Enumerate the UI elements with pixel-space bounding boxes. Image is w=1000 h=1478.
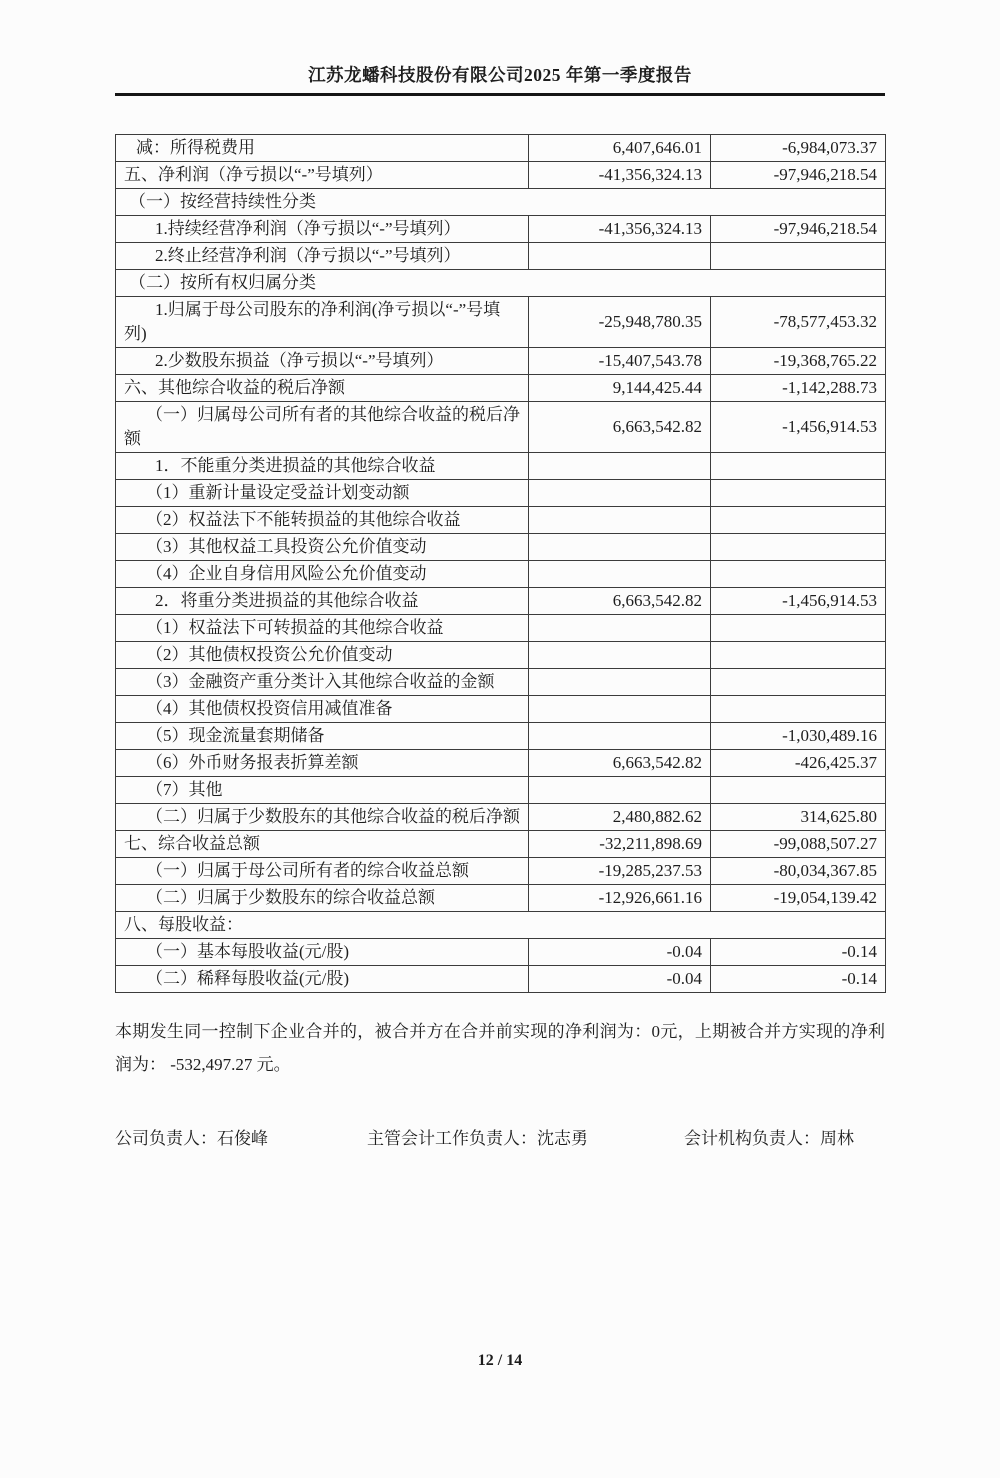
prior-period-value: -97,946,218.54 — [711, 216, 886, 243]
signature-row — [115, 1127, 885, 1151]
prior-period-value — [711, 243, 886, 270]
row-label: （4）其他债权投资信用减值准备 — [116, 696, 529, 723]
prior-period-value — [711, 642, 886, 669]
table-row — [116, 534, 886, 561]
prior-period-value: -80,034,367.85 — [711, 858, 886, 885]
row-label: （二）归属于少数股东的其他综合收益的税后净额 — [116, 804, 529, 831]
prior-period-value: -0.14 — [711, 939, 886, 966]
current-period-value — [529, 534, 711, 561]
current-period-value — [529, 243, 711, 270]
table-row — [116, 402, 886, 453]
current-period-value: -15,407,543.78 — [529, 348, 711, 375]
prior-period-value: -0.14 — [711, 966, 886, 993]
table-row — [116, 642, 886, 669]
row-label: 1.持续经营净利润（净亏损以“-”号填列） — [116, 216, 529, 243]
row-label: （4）企业自身信用风险公允价值变动 — [116, 561, 529, 588]
prior-period-value: -1,456,914.53 — [711, 588, 886, 615]
table-row — [116, 885, 886, 912]
current-period-value: 6,663,542.82 — [529, 402, 711, 453]
prior-period-value — [711, 561, 886, 588]
prior-period-value: 314,625.80 — [711, 804, 886, 831]
table-row — [116, 507, 886, 534]
current-period-value: -19,285,237.53 — [529, 858, 711, 885]
prior-period-value: -19,368,765.22 — [711, 348, 886, 375]
row-label: （2）其他债权投资公允价值变动 — [116, 642, 529, 669]
page-number: 12 / 14 — [477, 1352, 523, 1369]
table-row — [116, 669, 886, 696]
row-label: （2）权益法下不能转损益的其他综合收益 — [116, 507, 529, 534]
table-row — [116, 588, 886, 615]
table-row — [116, 939, 886, 966]
current-period-value — [529, 669, 711, 696]
table-row — [116, 348, 886, 375]
row-label: （6）外币财务报表折算差额 — [116, 750, 529, 777]
row-label: （二）按所有权归属分类 — [116, 270, 886, 297]
table-row — [116, 696, 886, 723]
current-period-value: -12,926,661.16 — [529, 885, 711, 912]
table-row — [116, 561, 886, 588]
row-label: （一）基本每股收益(元/股) — [116, 939, 529, 966]
row-label: （一）归属母公司所有者的其他综合收益的税后净额 — [116, 402, 529, 453]
current-period-value: -0.04 — [529, 966, 711, 993]
current-period-value — [529, 723, 711, 750]
table-row — [116, 216, 886, 243]
current-period-value — [529, 777, 711, 804]
table-row — [116, 270, 886, 297]
table-row — [116, 804, 886, 831]
merger-note: 本期发生同一控制下企业合并的，被合并方在合并前实现的净利润为：0元，上期被合并方实现的净利润为： -532,497.27 元。 — [115, 1022, 885, 1074]
table-row — [116, 480, 886, 507]
prior-period-value: -19,054,139.42 — [711, 885, 886, 912]
table-row — [116, 375, 886, 402]
current-period-value — [529, 561, 711, 588]
row-label: （7）其他 — [116, 777, 529, 804]
table-row — [116, 189, 886, 216]
table-row — [116, 162, 886, 189]
row-label: 八、每股收益： — [116, 912, 886, 939]
current-period-value: -41,356,324.13 — [529, 216, 711, 243]
row-label: （1）权益法下可转损益的其他综合收益 — [116, 615, 529, 642]
table-row — [116, 723, 886, 750]
prior-period-value — [711, 534, 886, 561]
current-period-value: 2,480,882.62 — [529, 804, 711, 831]
current-period-value: 6,407,646.01 — [529, 135, 711, 162]
table-row — [116, 135, 886, 162]
prior-period-value: -1,142,288.73 — [711, 375, 886, 402]
row-label: 2．将重分类进损益的其他综合收益 — [116, 588, 529, 615]
row-label: 六、其他综合收益的税后净额 — [116, 375, 529, 402]
current-period-value — [529, 615, 711, 642]
table-row — [116, 858, 886, 885]
row-label: （一）按经营持续性分类 — [116, 189, 886, 216]
current-period-value: -25,948,780.35 — [529, 297, 711, 348]
current-period-value — [529, 480, 711, 507]
row-label: 2.少数股东损益（净亏损以“-”号填列） — [116, 348, 529, 375]
current-period-value: 6,663,542.82 — [529, 750, 711, 777]
row-label: 减：所得税费用 — [116, 135, 529, 162]
current-period-value: 6,663,542.82 — [529, 588, 711, 615]
company-head-signature: 公司负责人：石俊峰 — [115, 1129, 268, 1148]
row-label: （1）重新计量设定受益计划变动额 — [116, 480, 529, 507]
prior-period-value: -99,088,507.27 — [711, 831, 886, 858]
prior-period-value — [711, 453, 886, 480]
table-row — [116, 453, 886, 480]
table-row — [116, 966, 886, 993]
current-period-value — [529, 507, 711, 534]
current-period-value: -41,356,324.13 — [529, 162, 711, 189]
prior-period-value: -78,577,453.32 — [711, 297, 886, 348]
prior-period-value — [711, 480, 886, 507]
row-label: （5）现金流量套期储备 — [116, 723, 529, 750]
chief-accountant-signature: 主管会计工作负责人：沈志勇 — [367, 1129, 588, 1148]
row-label: 1．不能重分类进损益的其他综合收益 — [116, 453, 529, 480]
prior-period-value: -6,984,073.37 — [711, 135, 886, 162]
prior-period-value: -1,456,914.53 — [711, 402, 886, 453]
prior-period-value: -426,425.37 — [711, 750, 886, 777]
table-row — [116, 243, 886, 270]
row-label: 五、净利润（净亏损以“-”号填列） — [116, 162, 529, 189]
header-rule — [115, 93, 885, 96]
row-label: （二）稀释每股收益(元/股) — [116, 966, 529, 993]
prior-period-value — [711, 615, 886, 642]
table-row — [116, 615, 886, 642]
prior-period-value — [711, 669, 886, 696]
row-label: （3）金融资产重分类计入其他综合收益的金额 — [116, 669, 529, 696]
row-label: 1.归属于母公司股东的净利润(净亏损以“-”号填列) — [116, 297, 529, 348]
table-row — [116, 777, 886, 804]
current-period-value — [529, 642, 711, 669]
prior-period-value — [711, 696, 886, 723]
row-label: （一）归属于母公司所有者的综合收益总额 — [116, 858, 529, 885]
current-period-value: 9,144,425.44 — [529, 375, 711, 402]
prior-period-value — [711, 507, 886, 534]
report-title: 江苏龙蟠科技股份有限公司2025 年第一季度报告 — [308, 65, 692, 85]
accounting-department-signature: 会计机构负责人：周林 — [684, 1129, 854, 1148]
table-row — [116, 297, 886, 348]
prior-period-value: -97,946,218.54 — [711, 162, 886, 189]
prior-period-value — [711, 777, 886, 804]
table-row — [116, 750, 886, 777]
current-period-value — [529, 696, 711, 723]
table-row — [116, 831, 886, 858]
row-label: （3）其他权益工具投资公允价值变动 — [116, 534, 529, 561]
prior-period-value: -1,030,489.16 — [711, 723, 886, 750]
row-label: 2.终止经营净利润（净亏损以“-”号填列） — [116, 243, 529, 270]
current-period-value: -32,211,898.69 — [529, 831, 711, 858]
table-row — [116, 912, 886, 939]
table-body — [116, 135, 886, 993]
current-period-value — [529, 453, 711, 480]
report-page — [0, 64, 1000, 1151]
current-period-value: -0.04 — [529, 939, 711, 966]
income-statement-table — [115, 134, 886, 993]
row-label: 七、综合收益总额 — [116, 831, 529, 858]
row-label: （二）归属于少数股东的综合收益总额 — [116, 885, 529, 912]
